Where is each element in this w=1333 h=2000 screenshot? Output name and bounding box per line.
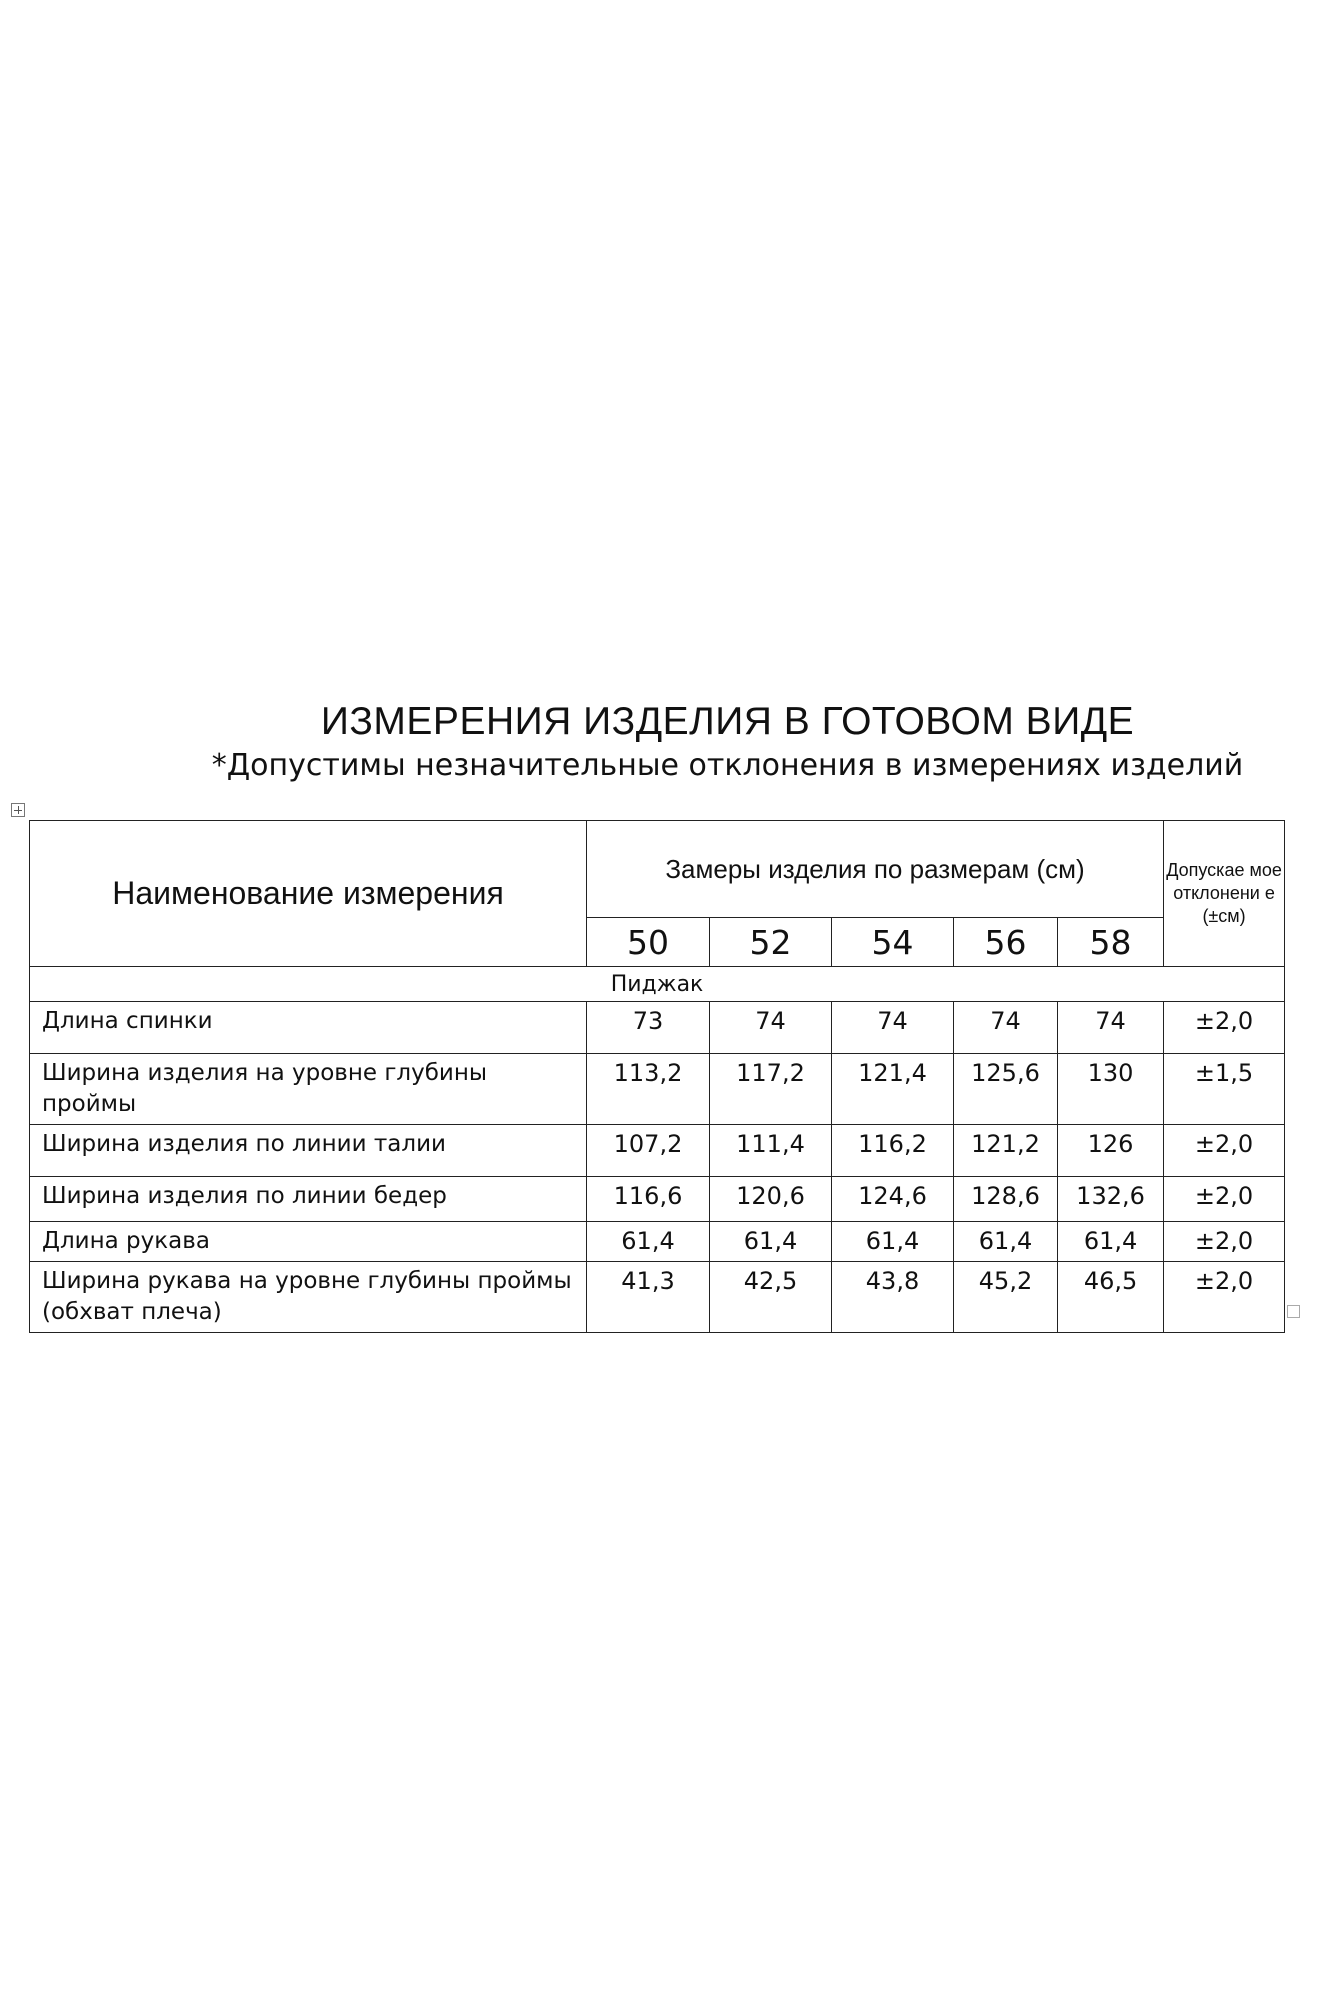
table-row [30, 1002, 1285, 1054]
row-value: 45,2 [954, 1262, 1058, 1333]
row-name: Ширина рукава на уровне глубины проймы (обхват плеча) [30, 1262, 587, 1333]
row-value: 61,4 [954, 1222, 1058, 1262]
row-value: 113,2 [587, 1054, 710, 1125]
header-measurements-by-size: Замеры изделия по размерам (см) [587, 821, 1164, 918]
row-value: 121,4 [832, 1054, 954, 1125]
row-name: Ширина изделия по линии талии [30, 1125, 587, 1177]
section-row [30, 967, 1285, 1002]
header-measurement-name: Наименование измерения [30, 821, 587, 967]
row-tolerance: ±2,0 [1164, 1262, 1285, 1333]
row-name: Ширина изделия по линии бедер [30, 1177, 587, 1222]
section-label: Пиджак [30, 967, 1285, 1002]
table-row [30, 1222, 1285, 1262]
row-value: 43,8 [832, 1262, 954, 1333]
row-value: 124,6 [832, 1177, 954, 1222]
row-value: 73 [587, 1002, 710, 1054]
row-value: 130 [1058, 1054, 1164, 1125]
row-value: 116,6 [587, 1177, 710, 1222]
size-header: 52 [710, 918, 832, 967]
row-tolerance: ±1,5 [1164, 1054, 1285, 1125]
header-row-top [30, 821, 1285, 918]
size-header: 56 [954, 918, 1058, 967]
row-value: 61,4 [1058, 1222, 1164, 1262]
row-value: 120,6 [710, 1177, 832, 1222]
row-value: 46,5 [1058, 1262, 1164, 1333]
row-value: 117,2 [710, 1054, 832, 1125]
table-row [30, 1125, 1285, 1177]
row-value: 61,4 [710, 1222, 832, 1262]
table-move-handle-icon[interactable] [11, 803, 25, 817]
table-resize-handle-icon[interactable] [1287, 1305, 1300, 1318]
row-value: 74 [954, 1002, 1058, 1054]
table-row [30, 1177, 1285, 1222]
page-title: ИЗМЕРЕНИЯ ИЗДЕЛИЯ В ГОТОВОМ ВИДЕ [320, 700, 1135, 743]
row-value: 111,4 [710, 1125, 832, 1177]
table-row [30, 1054, 1285, 1125]
row-tolerance: ±2,0 [1164, 1125, 1285, 1177]
row-tolerance: ±2,0 [1164, 1002, 1285, 1054]
row-value: 41,3 [587, 1262, 710, 1333]
row-value: 126 [1058, 1125, 1164, 1177]
table-row [30, 1262, 1285, 1333]
row-value: 125,6 [954, 1054, 1058, 1125]
row-value: 132,6 [1058, 1177, 1164, 1222]
size-header: 54 [832, 918, 954, 967]
row-value: 74 [832, 1002, 954, 1054]
size-header: 50 [587, 918, 710, 967]
row-value: 74 [710, 1002, 832, 1054]
row-tolerance: ±2,0 [1164, 1177, 1285, 1222]
header-tolerance: Допускае мое отклонени е (±см) [1164, 821, 1285, 967]
page-subtitle: *Допустимы незначительные отклонения в измерениях изделий [211, 748, 1244, 783]
row-value: 121,2 [954, 1125, 1058, 1177]
row-value: 107,2 [587, 1125, 710, 1177]
row-name: Длина спинки [30, 1002, 587, 1054]
measurements-table [29, 820, 1285, 1333]
row-value: 61,4 [587, 1222, 710, 1262]
row-value: 61,4 [832, 1222, 954, 1262]
row-name: Ширина изделия на уровне глубины проймы [30, 1054, 587, 1125]
row-value: 42,5 [710, 1262, 832, 1333]
row-tolerance: ±2,0 [1164, 1222, 1285, 1262]
row-value: 128,6 [954, 1177, 1058, 1222]
row-value: 74 [1058, 1002, 1164, 1054]
row-name: Длина рукава [30, 1222, 587, 1262]
size-header: 58 [1058, 918, 1164, 967]
row-value: 116,2 [832, 1125, 954, 1177]
